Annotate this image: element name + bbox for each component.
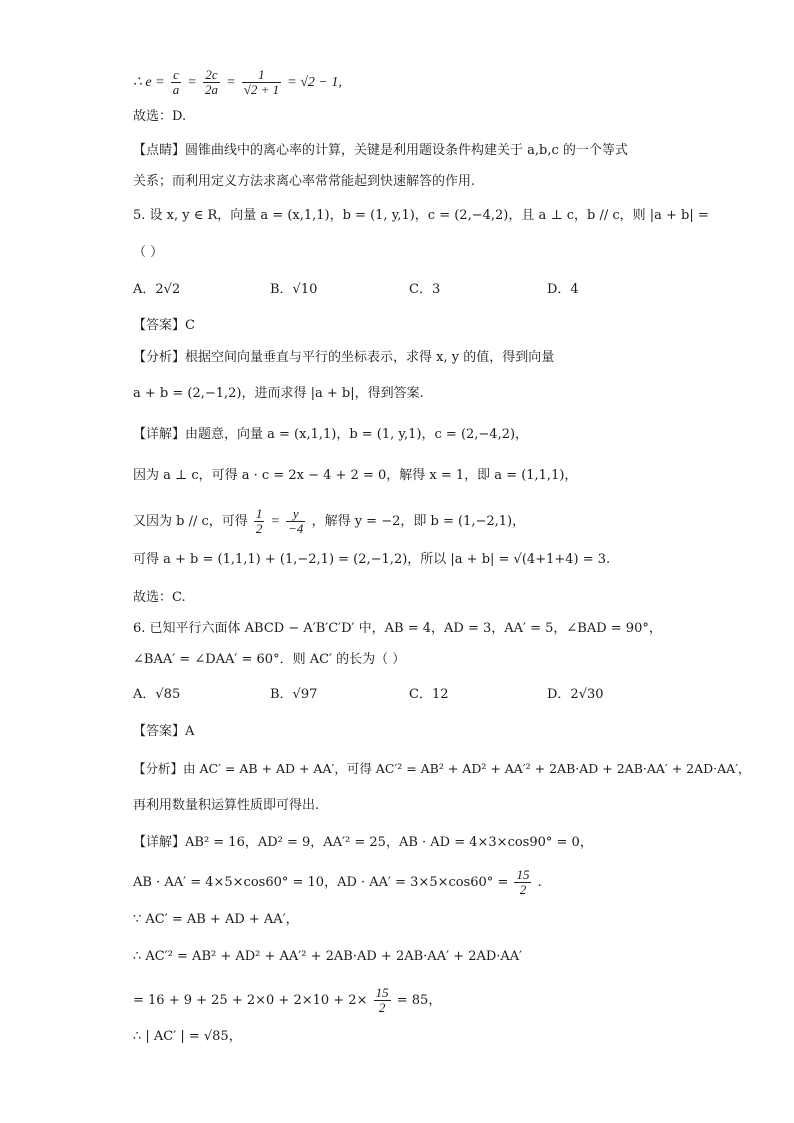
question-5-paren: （ ） [133,245,164,260]
q5-answer: 【答案】C [133,318,195,333]
q6-option-d: D．2√30 [547,687,604,702]
q6-analysis-2: 再利用数量积运算性质即可得出. [133,798,320,813]
q5-detail-3: 又因为 b // c，可得 $\frac{1}{2}$ = $\frac{y}{-4}$ ，解得 y = −2，即 b = (1,−2,1)， [133,506,526,536]
q5-analysis: 【分析】根据空间向量垂直与平行的坐标表示，求得 x, y 的值，得到向量 [133,350,555,365]
q5-option-a: A．2√2 [133,282,181,297]
key-point-line-2: 关系；而利用定义方法求离心率常常能起到快速解答的作用. [133,174,476,189]
q6-detail-3: ∵ AC′ = AB + AD + AA′， [133,912,299,927]
fraction: $\frac{15}{2}$ [375,985,389,1015]
q5-option-c: C．3 [409,282,441,297]
question-6-stem-2: ∠BAA′ = ∠DAA′ = 60°．则 AC′ 的长为（ ） [133,652,406,667]
fraction: $\frac{1}{√2 + 1}$ [243,67,280,97]
eccentricity-line: ∴ e = $\frac{c}{a}$ = $\frac{2c}{2a}$ = $\frac{1}{√2 + 1}$ = √2 − 1, [133,67,342,97]
q6-detail-6: ∴ | AC′ | = √85， [133,1029,242,1044]
q5-analysis-2: a + b = (2,−1,2)，进而求得 |a + b|，得到答案. [133,386,424,401]
q6-detail: 【详解】AB² = 16，AD² = 9，AA′² = 25，AB · AD = 4×3×cos90° = 0， [133,835,593,850]
key-point-line: 【点睛】圆锥曲线中的离心率的计算，关键是利用题设条件构建关于 a,b,c 的一个等式 [133,143,628,158]
fraction: $\frac{c}{a}$ [172,67,180,97]
q6-answer: 【答案】A [133,724,195,739]
q6-detail-5: = 16 + 9 + 25 + 2×0 + 2×10 + 2× $\frac{15}{2}$ = 85， [133,985,442,1015]
q5-option-d: D．4 [547,282,579,297]
fraction: $\frac{y}{-4}$ [288,506,304,536]
answer-choice-line: 故选：D. [133,109,187,124]
fraction: $\frac{2c}{2a}$ [204,67,218,97]
q5-detail: 【详解】由题意，向量 a = (x,1,1)，b = (1, y,1)，c = (2,−4,2)， [133,427,529,442]
q6-option-c: C．12 [409,687,449,702]
q5-option-b: B．√10 [270,282,318,297]
fraction: $\frac{1}{2}$ [255,506,263,536]
q6-detail-2: AB · AA′ = 4×5×cos60° = 10，AD · AA′ = 3×5×cos60° = $\frac{15}{2}$ . [133,867,542,897]
q6-option-a: A．√85 [133,687,181,702]
q6-analysis: 【分析】由 AC′ = AB + AD + AA′，可得 AC′² = AB² + AD² + AA′² + 2AB·AD + 2AB·AA′ + 2AD·AA′， [133,761,751,776]
q5-answer-choice: 故选：C. [133,590,186,605]
q6-detail-4: ∴ AC′² = AB² + AD² + AA′² + 2AB·AD + 2AB·AA′ + 2AD·AA′ [133,949,523,964]
q5-detail-2: 因为 a ⊥ c，可得 a · c = 2x − 4 + 2 = 0，解得 x = 1，即 a = (1,1,1)， [133,468,578,483]
q6-option-b: B．√97 [270,687,318,702]
fraction: $\frac{15}{2}$ [516,867,530,897]
q5-detail-4: 可得 a + b = (1,1,1) + (1,−2,1) = (2,−1,2)，所以 |a + b| = √(4+1+4) = 3. [133,552,611,567]
question-6-stem: 6. 已知平行六面体 ABCD − A′B′C′D′ 中，AB = 4，AD = 3，AA′ = 5，∠BAD = 90°， [133,621,662,636]
question-5-stem: 5. 设 x, y ∈ R，向量 a = (x,1,1)，b = (1, y,1)，c = (2,−4,2)，且 a ⊥ c，b // c，则 |a + b| = [133,208,709,223]
